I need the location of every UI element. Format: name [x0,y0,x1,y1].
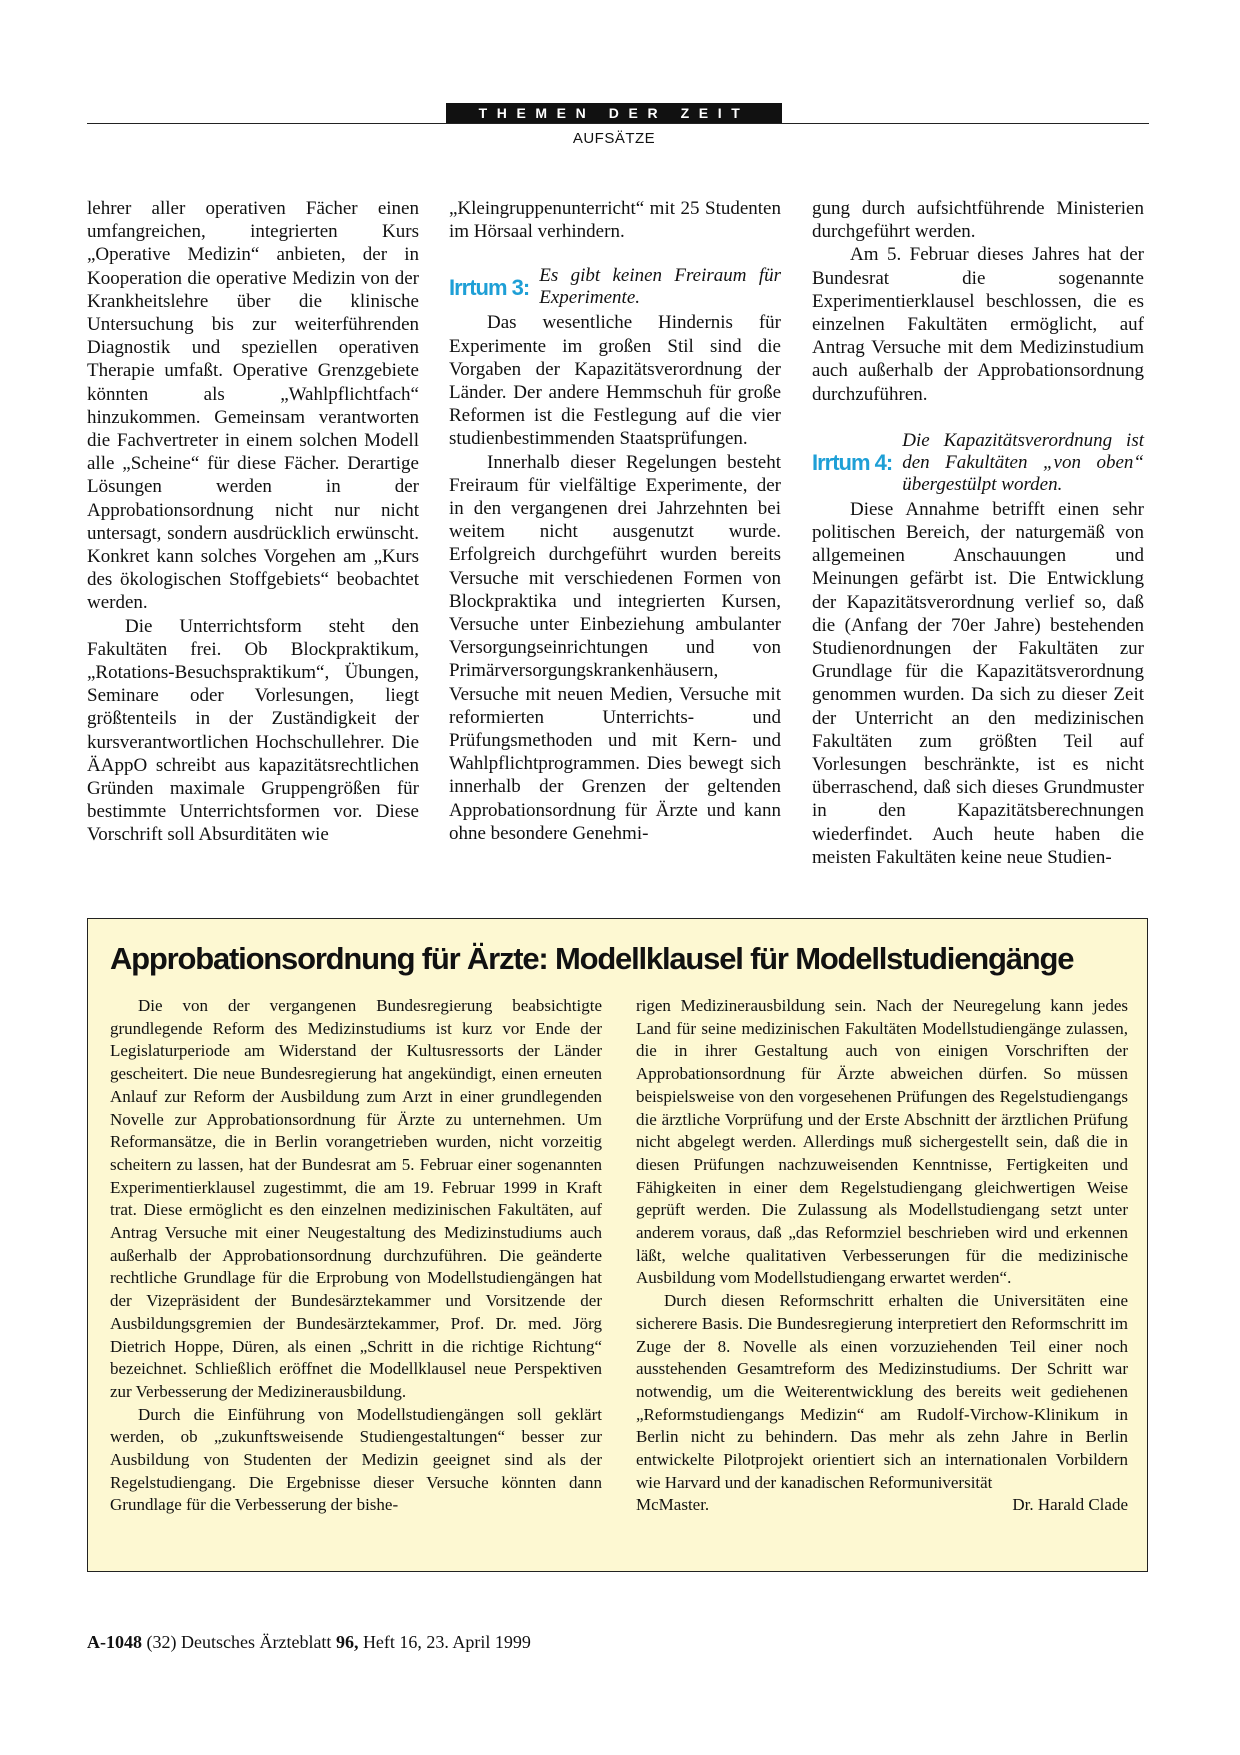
author-name: Dr. Harald Clade [1012,1495,1128,1515]
irrtum-label: Irrtum 4: [812,450,893,476]
paragraph: „Kleingruppenunterricht“ mit 25 Studenten im Hörsaal verhindern. [449,198,781,243]
author-line [636,1494,1128,1517]
paragraph: lehrer aller operativen Fächer einen umfangreichen, integrierten Kurs „Operative Medizin“ anbieten, der in Kooperation die operative Medizin von der Krankheitslehre über die klinische Untersuchung bis zur weiterführenden Diagnostik und speziellen operativen Therapie umfaßt. Operative Grenzgebiete könnten als „Wahlpflichtfach“ hinzukommen. Gemeinsam verantworten die Fachvertreter in einem solchen Modell alle „Scheine“ für diese Fächer. Derartige Lösungen werden in der Approbationsordnung nicht nur nicht untersagt, sondern ausdrücklich erwünscht. Konkret kann solches Vorgehen am „Kurs des ökologischen Stoffgebiets“ beobachtet werden. [87,198,419,614]
text-column-3 [812,197,1144,869]
box-column-left [110,995,602,1517]
section-banner: THEMEN DER ZEIT [446,103,782,123]
text-column-1 [87,197,419,847]
irrtum-statement: Die Kapazitätsverordnung ist den Fakultäten „von oben“ übergestülpt worden. [902,429,1144,495]
paragraph: Durch diesen Reformschritt erhalten die Universitäten eine sicherere Basis. Die Bundesregierung interpretiert den Reformschritt im Zuge der 8. Novelle als einen vorzuziehenden Teil einer noch ausstehenden Gesamtreform des Medizinstudiums. Der Schritt war notwendig, um die Weiterentwicklung des bereits weit gediehenen „Reformstudiengangs Medizin“ am Rudolf-Virchow-Klinikum in Berlin nicht zu behindern. Das mehr als zehn Jahre in Berlin entwickelte Pilotprojekt orientiert sich an internationalen Vorbildern wie Harvard und der kanadischen Reformuniversität [636,1291,1128,1492]
paragraph: Die Unterrichtsform steht den Fakultäten frei. Ob Blockpraktikum, „Rotations-Besuchspraktikum“, Übungen, Seminare oder Vorlesungen, liegt größtenteils in der Zuständigkeit der kursverantwortlichen Hochschullehrer. Die ÄAppO schreibt aus kapazitätsrechtlichen Gründen maximale Gruppengrößen für bestimmte Unterrichtsformen vor. Diese Vorschrift soll Absurditäten wie [87,615,419,846]
paragraph-end: McMaster. [636,1495,710,1515]
paragraph: Das wesentliche Hindernis für Experimente im großen Stil sind die Vorgaben der Kapazitätsverordnung der Länder. Der andere Hemmschuh für große Reformen ist die Festlegung auf die vier studienbestimmenden Staatsprüfungen. [449,312,781,450]
page-number: A-1048 [87,1632,142,1652]
journal-date: Heft 16, 23. April 1999 [362,1632,531,1652]
irrtum-4-heading [812,430,1144,496]
paragraph: Innerhalb dieser Regelungen besteht Freiraum für vielfältige Experimente, der in den vergangenen drei Jahrzehnten bei weitem nicht ausgenutzt wurde. Erfolgreich durchgeführt wurden bereits Versuche mit verschiedenen Formen von Blockpraktika und integrierten Kursen, Versuche unter Einbeziehung ambulanter Versorgungseinrichtungen und von Primärversorgungskrankenhäusern, Versuche mit neuen Medien, Versuche mit reformierten Unterrichts- und Prüfungsmethoden und mit Kern- und Wahlpflichtprogrammen. Dies bewegt sich innerhalb der Grenzen der geltenden Approbationsordnung für Ärzte und kann ohne besondere Genehmi- [449,451,781,844]
journal-issue: (32) Deutsches Ärzteblatt [146,1632,332,1652]
box-title: Approbationsordnung für Ärzte: Modellklausel für Modellstudiengänge [110,941,1074,976]
irrtum-label: Irrtum 3: [449,274,530,300]
box-column-right [636,995,1128,1517]
journal-volume: 96, [335,1632,359,1652]
paragraph: Diese Annahme betrifft einen sehr politischen Bereich, der naturgemäß von allgemeinen Anschauungen und Meinungen gefärbt ist. Die Entwicklung der Kapazitätsverordnung verlief so, daß die (Anfang der 70er Jahre) bestehenden Studienordnungen der Fakultäten zur Grundlage für die Kapazitätsverordnung genommen wurden. Da sich zu dieser Zeit der Unterricht an den medizinischen Fakultäten zum größten Teil auf Vorlesungen beschränkte, ist es nicht überraschend, daß sich dieses Grundmuster in den Kapazitätsberechnungen wiederfindet. Auch heute haben die meisten Fakultäten keine neue Studien- [812,498,1144,868]
section-subtitle: AUFSÄTZE [572,130,656,147]
page-footer [87,1632,531,1653]
paragraph: Durch die Einführung von Modellstudiengängen soll geklärt werden, ob „zukunftsweisende Studiengestaltungen“ besser zur Ausbildung von Studenten der Medizin geeignet sind als der Regelstudiengang. Die Ergebnisse dieser Versuche könnten dann Grundlage für die Verbesserung der bishe- [110,1404,602,1515]
text-column-2 [449,197,781,845]
irrtum-3-heading [449,265,781,309]
irrtum-statement: Es gibt keinen Freiraum für Experimente. [539,265,781,309]
paragraph: gung durch aufsichtführende Ministerien durchgeführt werden. [812,198,1144,243]
paragraph: Am 5. Februar dieses Jahres hat der Bundesrat die sogenannte Experimentierklausel beschlossen, die es einzelnen Fakultäten ermöglicht, auf Antrag Versuche mit dem Medizinstudium auch außerhalb der Approbationsordnung durchzuführen. [812,244,1144,405]
paragraph: Die von der vergangenen Bundesregierung beabsichtigte grundlegende Reform des Medizinstudiums ist kurz vor Ende der Legislaturperiode am Widerstand der Kultusressorts der Länder gescheitert. Die neue Bundesregierung hat angekündigt, einen erneuten Anlauf zur Reform der Ausbildung zum Arzt in einer grundlegenden Novelle zur Approbationsordnung für Ärzte zu unternehmen. Um Reformansätze, die in Berlin vorangetrieben wurden, nicht vorzeitig scheitern zu lassen, hat der Bundesrat am 5. Februar einer sogenannten Experimentierklausel zugestimmt, die am 19. Februar 1999 in Kraft trat. Diese ermöglicht es den einzelnen medizinischen Fakultäten, auf Antrag Versuche mit einer Neugestaltung des Medizinstudiums auch außerhalb der Approbationsordnung durchzuführen. Die geänderte rechtliche Grundlage für die Erprobung von Modellstudiengängen hat der Vizepräsident der Bundesärztekammer und Vorsitzende der Ausbildungsgremien der Bundesärztekammer, Prof. Dr. med. Jörg Dietrich Hoppe, Düren, als einen „Schritt in die richtige Richtung“ bezeichnet. Schließlich eröffnet die Modellklausel neue Perspektiven zur Verbesserung der Medizinerausbildung. [110,996,602,1401]
header-rule [87,123,1149,124]
info-box [87,918,1148,1572]
paragraph: rigen Medizinerausbildung sein. Nach der Neuregelung kann jedes Land für seine medizinischen Fakultäten Modellstudiengänge zulassen, die in ihrer Gestaltung auch von einigen Vorschriften der Approbationsordnung für Ärzte abweichen dürfen. So müssen beispielsweise von den vorgesehenen Prüfungen des Regelstudiengangs die ärztliche Vorprüfung und der Erste Abschnitt der ärztlichen Prüfung nicht abgelegt werden. Allerdings muß sichergestellt sein, daß die in diesen Prüfungen nachzuweisenden Kenntnisse, Fertigkeiten und Fähigkeiten in einer dem Regelstudiengang gleichwertigen Weise geprüft werden. Die Zulassung als Modellstudiengang setzt unter anderem voraus, daß „das Reformziel beschrieben wird und erkennen läßt, welche qualitativen Verbesserungen für die medizinische Ausbildung vom Modellstudiengang erwartet werden“. [636,996,1128,1288]
